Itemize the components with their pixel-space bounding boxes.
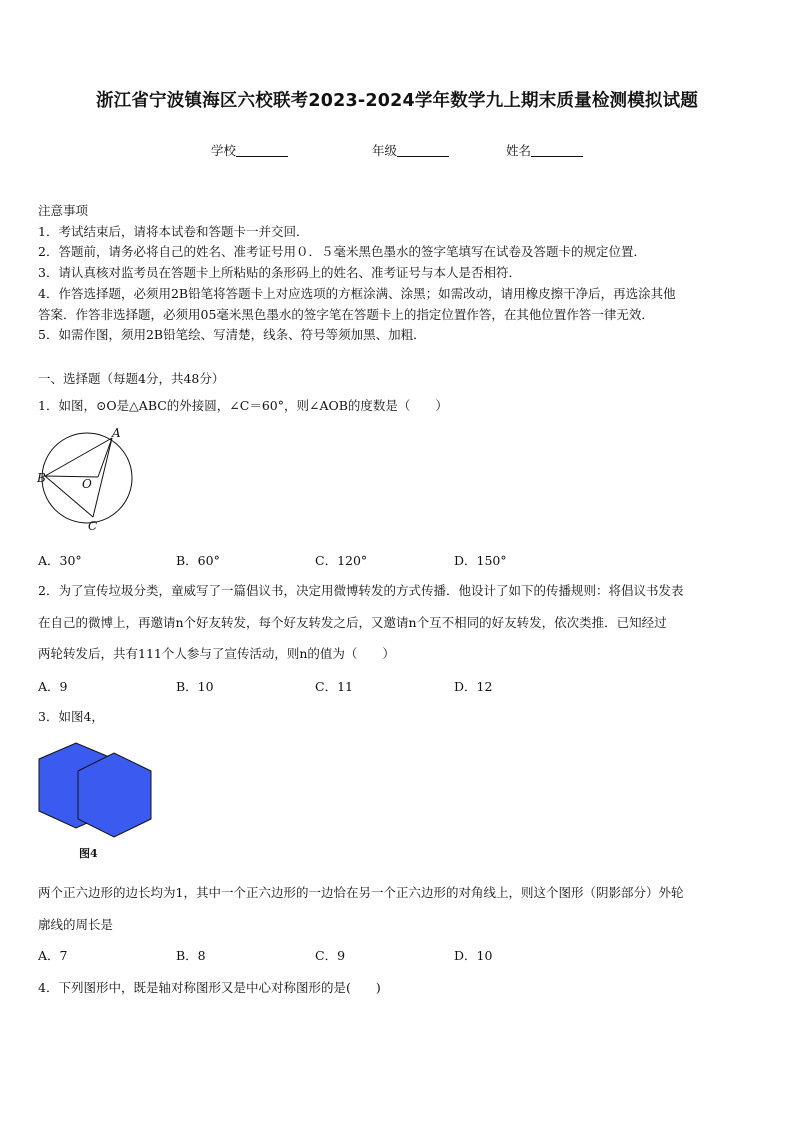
label-a: A [112, 426, 121, 440]
school-blank[interactable] [236, 144, 288, 157]
option-a[interactable]: A．9 [38, 679, 68, 694]
hexagon-figure [36, 740, 156, 864]
option-b[interactable]: B．8 [176, 948, 206, 963]
name-label: 姓名 [506, 143, 532, 158]
figure-caption: 图4 [79, 847, 98, 860]
grade-field[interactable] [372, 141, 449, 159]
hexagon-right [78, 753, 151, 837]
question-3-stem: 3．如图4， [38, 709, 104, 724]
option-b[interactable]: B．60° [176, 553, 220, 568]
question-1-stem: 1．如图，⊙O是△ABC的外接圆，∠C＝60°，则∠AOB的度数是（ ） [38, 398, 448, 413]
school-field[interactable] [211, 141, 288, 159]
grade-blank[interactable] [397, 144, 449, 157]
notice-item: 2．答题前，请务必将自己的姓名、准考证号用０．５毫米黑色墨水的签字笔填写在试卷及答题卡的规定位置． [38, 244, 646, 260]
question-2-line: 两轮转发后，共有111个人参与了宣传活动，则n的值为（ ） [38, 646, 395, 661]
notice-section [38, 201, 758, 346]
question-2-line: 2．为了宣传垃圾分类，童威写了一篇倡议书，决定用微博转发的方式传播．他设计了如下的传播规则：将倡议书发表 [38, 583, 684, 598]
notice-item: 5．如需作图，须用2B铅笔绘、写清楚，线条、符号等须加黑、加粗． [38, 327, 426, 343]
question-3-line: 廓线的周长是 [38, 916, 114, 932]
question-3-body [38, 877, 763, 940]
segment-oa [98, 438, 112, 477]
notice-item: 4．作答选择题，必须用2B铅笔将答题卡上对应选项的方框涂满、涂黑；如需改动，请用橡皮擦干净后，再选涂其他 [38, 285, 676, 301]
section-title: 一、选择题（每题4分，共48分） [38, 371, 225, 386]
school-label: 学校 [211, 143, 237, 158]
option-b[interactable]: B．10 [176, 679, 214, 694]
question-2-stem [38, 575, 763, 670]
option-c[interactable]: C．120° [315, 553, 368, 568]
page-title: 浙江省宁波镇海区六校联考2023-2024学年数学九上期末质量检测模拟试题 [95, 91, 699, 111]
question-2-line: 在自己的微博上，再邀请n个好友转发，每个好友转发之后，又邀请n个互不相同的好友转发，依次类推．已知经过 [38, 614, 667, 630]
segment-ab [45, 438, 112, 476]
circle-figure [36, 425, 136, 537]
option-a[interactable]: A．7 [38, 948, 68, 963]
notice-item: 3．请认真核对监考员在答题卡上所粘贴的条形码上的姓名、准考证号与本人是否相符． [38, 265, 521, 281]
notice-item: 1．考试结束后，请将本试卷和答题卡一并交回． [38, 223, 309, 239]
option-d[interactable]: D．10 [454, 948, 493, 963]
notice-item: 答案．作答非选择题，必须用05毫米黑色墨水的签字笔在答题卡上的指定位置作答，在其他位置作答一律无效． [38, 306, 654, 322]
question-4-stem: 4．下列图形中，既是轴对称图形又是中心对称图形的是( ) [38, 980, 381, 995]
label-o: O [82, 477, 92, 491]
notice-heading: 注意事项 [38, 203, 89, 218]
grade-label: 年级 [372, 143, 398, 158]
label-b: B [37, 471, 46, 485]
name-field[interactable] [506, 141, 583, 159]
name-blank[interactable] [531, 144, 583, 157]
option-c[interactable]: C．9 [315, 948, 346, 963]
option-c[interactable]: C．11 [315, 679, 353, 694]
option-d[interactable]: D．150° [454, 553, 507, 568]
label-c: C [88, 519, 98, 533]
option-d[interactable]: D．12 [454, 679, 493, 694]
question-3-line: 两个正六边形的边长均为1，其中一个正六边形的一边恰在另一个正六边形的对角线上，则这个图形（阴影部分）外轮 [38, 885, 684, 900]
option-a[interactable]: A．30° [38, 553, 82, 568]
segment-ac [93, 438, 112, 517]
